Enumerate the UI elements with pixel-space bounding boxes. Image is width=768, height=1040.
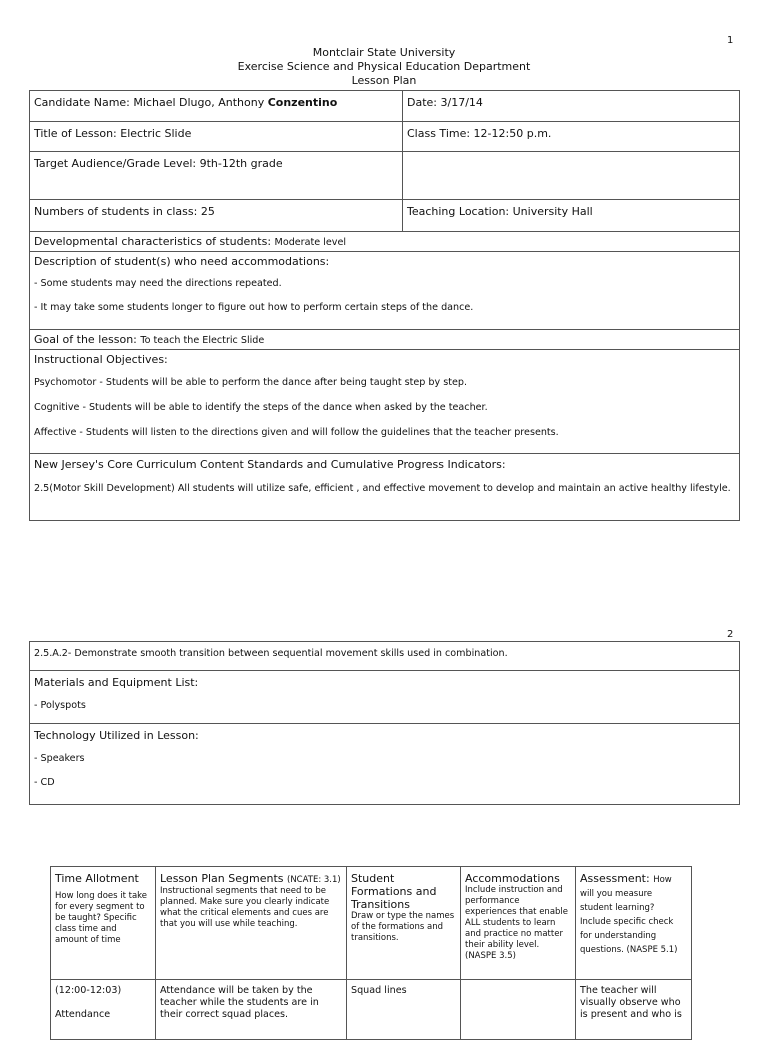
row-accommodation [461,980,575,985]
target-audience: Target Audience/Grade Level: 9th-12th grade [34,157,283,170]
teaching-location: Teaching Location: University Hall [407,205,593,218]
accommodation-item: - It may take some students longer to figure out how to perform certain steps of the dance. [34,302,474,313]
row-assessment: The teacher will visually observe who is present and who is [580,985,682,1020]
lesson-info-table [29,90,740,521]
candidate-name: Candidate Name: Michael Dlugo, Anthony Conzentino [34,96,338,109]
row-formation: Squad lines [351,985,407,996]
materials-title: Materials and Equipment List: [34,676,199,689]
header-assessment: Assessment: How will you measure student learning? Include specific check for understanding questions. (NASPE 5.1) [580,872,678,955]
header-formations: Student Formations and Transitions Draw or type the names of the formations and transitions. [351,872,455,943]
objective-psychomotor: Psychomotor - Students will be able to perform the dance after being taught step by step. [34,377,468,388]
material-item: - Polyspots [34,700,86,711]
accommodations-section [30,252,739,314]
row-segment: Attendance will be taken by the teacher while the students are in their correct squad places. [160,985,319,1020]
nj-standards-title: New Jersey's Core Curriculum Content Standards and Cumulative Progress Indicators: [34,458,506,471]
developmental-characteristics: Developmental characteristics of students: Moderate level [34,235,347,248]
objective-cognitive: Cognitive - Students will be able to identify the steps of the dance when asked by the teacher. [34,402,488,413]
technology-item: - CD [34,777,55,788]
nj-standards [30,454,739,496]
department-name: Exercise Science and Physical Education Department [237,60,531,73]
instructional-objectives [30,350,739,439]
accommodations-title: Description of student(s) who need accommodations: [34,255,330,268]
objectives-title: Instructional Objectives: [34,353,168,366]
number-of-students: Numbers of students in class: 25 [34,205,215,218]
header-lesson-segments: Lesson Plan Segments (NCATE: 3.1) Instructional segments that need to be planned. Make sure you clearly indicate what the critical elements and cues are that you will use while teaching. [160,872,341,929]
header-time-allotment: Time Allotment How long does it take for every segment to be taught? Specific class time and amount of time [55,872,148,945]
lesson-date: Date: 3/17/14 [407,96,483,109]
technology-section [30,724,739,789]
row-time: (12:00-12:03) Attendance [55,985,122,1020]
accommodation-item: - Some students may need the directions repeated. [34,278,282,289]
objective-affective: Affective - Students will listen to the directions given and will follow the guidelines that the teacher presents. [34,427,559,438]
technology-title: Technology Utilized in Lesson: [34,729,199,742]
resources-table [29,641,740,805]
lesson-goal: Goal of the lesson: To teach the Electric Slide [34,333,265,346]
university-name: Montclair State University [312,46,456,59]
lesson-plan-table [50,866,692,1040]
technology-item: - Speakers [34,753,85,764]
header-accommodations: Accommodations Include instruction and performance experiences that enable ALL students to learn and practice no matter their ability level. (NASPE 3.5) [465,872,569,961]
materials-section [30,671,739,712]
lesson-title: Title of Lesson: Electric Slide [34,127,192,140]
standard-cpi: 2.5.A.2- Demonstrate smooth transition between sequential movement skills used in combination. [34,648,508,659]
page-number: 2 [727,629,734,640]
document-title: Lesson Plan [351,74,417,87]
class-time: Class Time: 12-12:50 p.m. [407,127,552,140]
nj-standards-text: 2.5(Motor Skill Development) All students will utilize safe, efficient , and effective movement to develop and maintain an active healthy lifestyle. [34,483,731,494]
page-number: 1 [727,35,734,46]
